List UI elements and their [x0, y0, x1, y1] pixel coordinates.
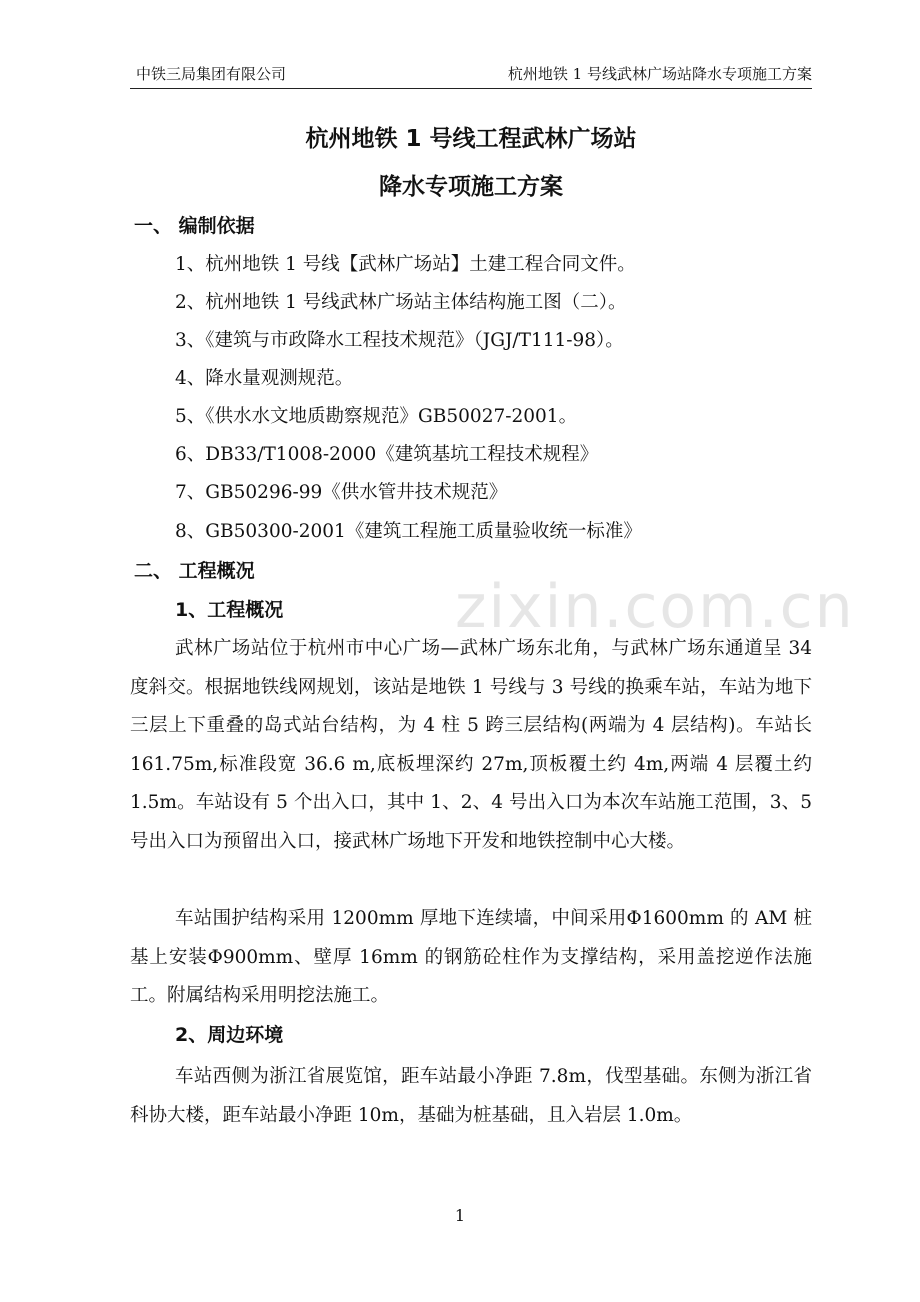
subsection-heading-surroundings: 2、周边环境 [175, 1024, 284, 1046]
header-company: 中铁三局集团有限公司 [136, 65, 287, 83]
page-number: 1 [454, 1206, 466, 1225]
basis-item: 2、杭州地铁 1 号线武林广场站主体结构施工图（二）。 [175, 292, 627, 313]
page-header [130, 62, 812, 89]
watermark: zixin.com.cn [455, 572, 855, 642]
surroundings-paragraph: 车站西侧为浙江省展览馆，距车站最小净距 7.8m，伐型基础。东侧为浙江省科协大楼，距车站最小净距 10m，基础为桩基础，且入岩层 1.0m。 [130, 1066, 812, 1126]
section-heading-basis: 一、 编制依据 [134, 215, 255, 237]
header-document-title: 杭州地铁 1 号线武林广场站降水专项施工方案 [507, 65, 812, 83]
basis-item: 8、GB50300-2001《建筑工程施工质量验收统一标准》 [175, 521, 642, 542]
basis-item: 4、降水量观测规范。 [175, 368, 354, 389]
basis-item: 7、GB50296-99《供水管井技术规范》 [175, 482, 508, 503]
structure-paragraph: 车站围护结构采用 1200mm 厚地下连续墙，中间采用Φ1600mm 的 AM 桩基上安装Φ900mm、壁厚 16mm 的钢筋砼柱作为支撑结构，采用盖挖逆作法施工。附属结构采用明挖法施工。 [130, 908, 812, 1006]
subsection-heading-overview: 1、工程概况 [175, 599, 284, 621]
overview-paragraph: 武林广场站位于杭州市中心广场—武林广场东北角，与武林广场东通道呈 34 度斜交。根据地铁线网规划，该站是地铁 1 号线与 3 号线的换乘车站，车站为地下三层上下重叠的岛式站台结构，为 4 柱 5 跨三层结构(两端为 4 层结构)。车站长 161.75m,标准段宽 36.6 m,底板埋深约 27m,顶板覆土约 4m,两端 4 层覆土约 1.5m。车站设有 5 个出入口，其中 1、2、4 号出入口为本次车站施工范围，3、5 号出入口为预留出入口，接武林广场地下开发和地铁控制中心大楼。 [130, 638, 812, 852]
basis-item: 3、《建筑与市政降水工程技术规范》（JGJ/T111-98）。 [175, 330, 624, 351]
basis-item: 1、杭州地铁 1 号线【武林广场站】土建工程合同文件。 [175, 254, 636, 275]
document-title-line1: 杭州地铁 1 号线工程武林广场站 [305, 126, 637, 152]
document-title-line2: 降水专项施工方案 [379, 174, 563, 200]
basis-item: 5、《供水水文地质勘察规范》GB50027-2001。 [175, 406, 578, 427]
section-heading-overview: 二、 工程概况 [134, 560, 255, 582]
basis-item: 6、DB33/T1008-2000《建筑基坑工程技术规程》 [175, 444, 599, 465]
